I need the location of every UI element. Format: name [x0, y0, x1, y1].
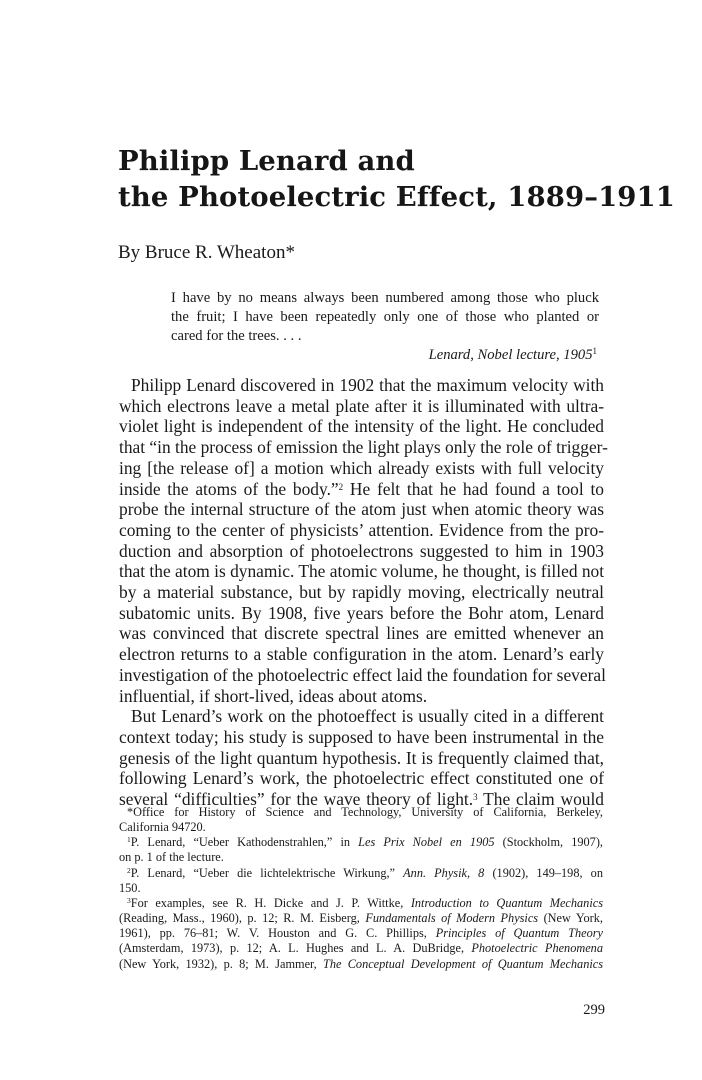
body-line: genesis of the light quantum hypothesis. It is frequently claimed that, [119, 747, 604, 768]
footnote-line [119, 941, 603, 956]
footnote-text: P. Lenard, “Ueber die lichtelektrische Wirkung,” [130, 865, 404, 880]
footnote-line [119, 957, 603, 972]
body-line-text: inside the atoms of the body.” [119, 478, 339, 499]
body-line-text: Philipp Lenard discovered in 1902 that the maximum velocity with [131, 375, 604, 395]
footnote-text: (New York, [538, 911, 603, 926]
body-line-text: He felt that he had found a tool to [343, 478, 605, 499]
article-title [118, 143, 678, 215]
footnote-text: P. Lenard, “Ueber Kathodenstrahlen,” in [130, 835, 359, 850]
footnote-mark: 2 [127, 865, 131, 875]
epigraph-line: the fruit; I have been repeatedly only one of those who planted or [171, 309, 599, 325]
footnote-italic: Principles of Quantum Theory [435, 926, 603, 941]
body-line: violet light is independent of the intensity of the light. He concluded [119, 416, 604, 437]
article-title-line-2: the Photoelectric Effect, 1889–1911 [118, 181, 676, 213]
body-line: which electrons leave a metal plate after it is illuminated with ultra- [119, 395, 604, 416]
footnote-ref-1: 1 [592, 346, 597, 356]
footnote-italic: Ann. Physik, 8 [403, 865, 485, 880]
epigraph-line: cared for the trees. . . . [171, 328, 302, 344]
footnote-text: (Amsterdam, 1973), p. 12; A. L. Hughes and L. A. DuBridge, [119, 941, 472, 956]
body-line: that “in the process of emission the light plays only the role of trigger- [119, 437, 608, 458]
body-line [119, 375, 604, 396]
footnote-text: *Office for History of Science and Technology, University of California, Berkeley, [127, 805, 603, 819]
footnote-line [119, 835, 603, 850]
body-line: by a material substance, but by rapidly moving, electrically neutral [119, 582, 604, 603]
body-text [119, 375, 608, 810]
body-line: ing [the release of] a motion which already exists with full velocity [119, 457, 604, 478]
footnote-line [119, 805, 603, 820]
body-line: subatomic units. By 1908, five years before the Bohr atom, Lenard [119, 602, 604, 623]
footnote-line [119, 866, 603, 881]
footnote-ref-2: 2 [338, 481, 344, 492]
footnote-italic: Les Prix Nobel en 1905 [358, 835, 495, 850]
epigraph-attribution [171, 346, 597, 365]
footnote-italic: The Conceptual Development of Quantum Mechanics [323, 956, 604, 971]
footnote-mark: 3 [127, 895, 131, 905]
body-line: coming to the center of physicists’ attention. Evidence from the pro- [119, 519, 604, 540]
body-line: electron returns to a stable configuration in the atom. Lenard’s early [119, 644, 604, 665]
page-number: 299 [583, 1002, 605, 1018]
footnote-line [119, 896, 603, 911]
body-line: context today; his study is supposed to have been instrumental in the [119, 726, 604, 747]
body-line: influential, if short-lived, ideas about atoms. [119, 685, 428, 706]
body-line: following Lenard’s work, the photoelectric effect constituted one of [119, 768, 604, 789]
footnote-text: 1961), pp. 76–81; W. V. Houston and G. C. Phillips, [119, 926, 436, 941]
body-line: probe the internal structure of the atom just when atomic theory was [119, 499, 604, 520]
epigraph-line: I have by no means always been numbered among those who pluck [171, 290, 599, 306]
footnote-text: (Stockholm, 1907), [494, 835, 603, 850]
footnote-line: 150. [119, 880, 141, 895]
body-line-text: The claim would [477, 789, 605, 810]
footnotes [119, 805, 603, 972]
footnote-line [119, 911, 603, 926]
footnote-text: For examples, see R. H. Dicke and J. P. Wittke, [130, 895, 411, 910]
body-line: was convinced that discrete spectral lines are emitted whenever an [119, 623, 604, 644]
footnote-text: (1902), 149–198, on [484, 865, 603, 880]
body-line: that the atom is dynamic. The atomic volume, he thought, is filled not [119, 561, 605, 582]
epigraph [171, 289, 599, 365]
footnote-mark: 1 [127, 835, 131, 845]
body-line: investigation of the photoelectric effect laid the foundation for several [119, 664, 606, 685]
body-line: duction and absorption of photoelectrons suggested to him in 1903 [119, 540, 604, 561]
footnote-line: on p. 1 of the lecture. [119, 850, 224, 865]
author-byline: By Bruce R. Wheaton* [118, 242, 295, 263]
body-line-text: But Lenard’s work on the photoeffect is usually cited in a different [131, 706, 604, 727]
footnote-italic: Photoelectric Phenomena [471, 941, 603, 956]
body-line [119, 479, 604, 500]
footnote-line [119, 926, 603, 941]
footnote-text: (Reading, Mass., 1960), p. 12; R. M. Eisberg, [119, 911, 366, 926]
footnote-ref-3: 3 [473, 792, 478, 803]
footnote-italic: Introduction to Quantum Mechanics [410, 895, 603, 910]
epigraph-attribution-text: Lenard, Nobel lecture, 1905 [428, 347, 593, 363]
footnote-text: (New York, 1932), p. 8; M. Jammer, [119, 956, 323, 971]
article-title-line-1: Philipp Lenard and [118, 145, 415, 177]
body-line-text: several “difficulties” for the wave theory of light. [119, 789, 474, 810]
footnote-italic: Fundamentals of Modern Physics [365, 911, 539, 926]
body-line [119, 706, 604, 727]
footnote-line: California 94720. [119, 820, 206, 835]
